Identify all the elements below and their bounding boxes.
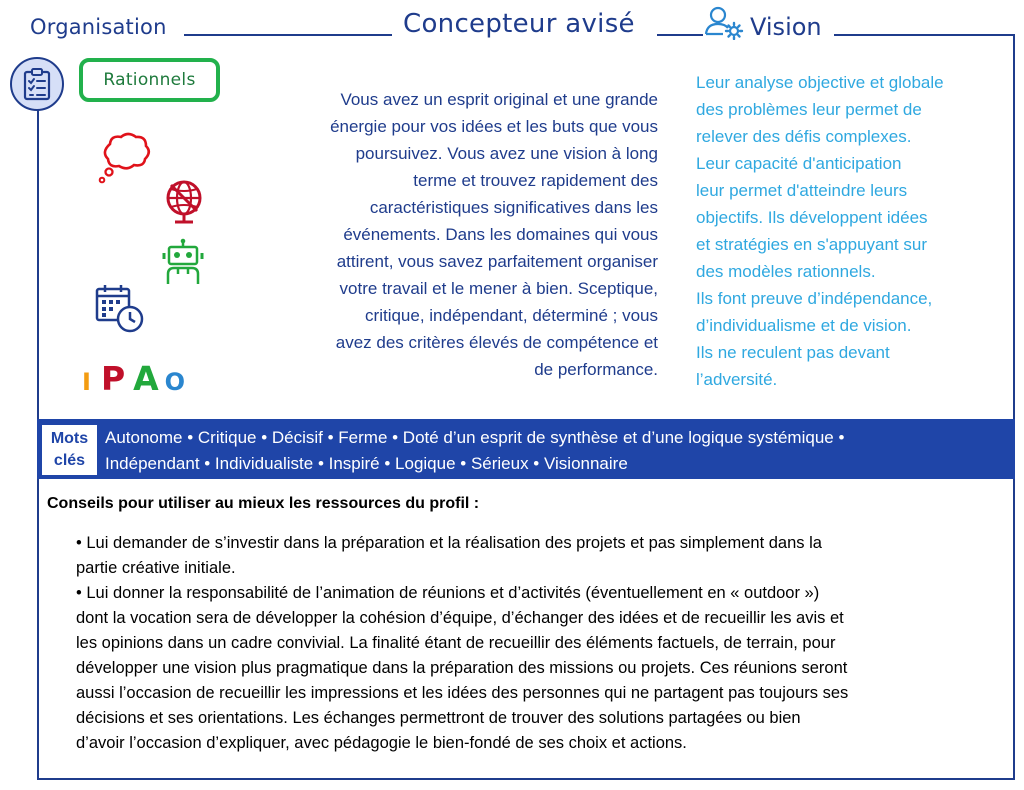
- description-line: poursuivez. Vous avez une vision à long: [355, 144, 658, 163]
- description-line: événements. Dans les domaines qui vous: [343, 225, 658, 244]
- vision-line: relever des défis complexes.: [696, 127, 912, 146]
- keywords-label-line1: Mots: [50, 430, 89, 447]
- clipboard-icon: [21, 67, 53, 101]
- clipboard-badge: [10, 57, 64, 111]
- page-title: Concepteur avisé: [403, 9, 635, 39]
- description-line: votre travail et le mener à bien. Sceptique,: [339, 279, 658, 298]
- advice-title: Conseils pour utiliser au mieux les ressources du profil :: [47, 495, 480, 512]
- description-line: terme et trouvez rapidement des: [413, 171, 658, 190]
- keywords-label: [42, 425, 97, 475]
- advice-line: • Lui demander de s’investir dans la préparation et la réalisation des projets et pas simplement dans la: [76, 534, 822, 552]
- vision-line: Ils font preuve d’indépendance,: [696, 289, 933, 308]
- advice-line: dont la vocation sera de développer la cohésion d’équipe, d’échanger des idées et de recueillir les avis et: [76, 609, 844, 627]
- globe-no-icon: [160, 176, 210, 226]
- advice-line: les opinions dans un cadre convivial. La finalité étant de recueillir des éléments factuels, de terrain, pour: [76, 634, 836, 652]
- keywords-label-line2: clés: [53, 452, 86, 469]
- user-gear-icon: [703, 4, 745, 40]
- vision-line: des modèles rationnels.: [696, 262, 876, 281]
- vision-line: des problèmes leur permet de: [696, 100, 922, 119]
- advice-line: développer une vision plus pragmatique dans la préparation des missions ou projets. Ces réunions seront: [76, 659, 848, 677]
- frame-right: [1013, 35, 1015, 780]
- vision-line: objectifs. Ils développent idées: [696, 208, 928, 227]
- advice-line: d’avoir l’occasion d’expliquer, avec pédagogie le bien-fondé de ses choix et actions.: [76, 734, 687, 752]
- description-line: Vous avez un esprit original et une grande: [340, 90, 658, 109]
- description-line: énergie pour vos idées et les buts que vous: [330, 117, 658, 136]
- keywords-line: Indépendant • Individualiste • Inspiré • Logique • Sérieux • Visionnaire: [105, 454, 628, 473]
- robot-icon: [160, 238, 206, 286]
- ipao-logo: [82, 359, 188, 398]
- header-rule-mid: [657, 34, 703, 36]
- vision-line: Leur capacité d'anticipation: [696, 154, 902, 173]
- advice-line: décisions et ses orientations. Les échanges permettront de trouver des solutions partagées ou bien: [76, 709, 801, 727]
- vision-line: d’individualisme et de vision.: [696, 316, 912, 335]
- keywords-line: Autonome • Critique • Décisif • Ferme • Doté d’un esprit de synthèse et d’une logique systémique •: [105, 428, 845, 447]
- description-line: attirent, vous savez parfaitement organiser: [336, 252, 658, 271]
- ipao-letter-o: O: [164, 368, 188, 396]
- description-line: avez des critères élevés de compétence et: [335, 333, 658, 352]
- vision-line: leur permet d'atteindre leurs: [696, 181, 908, 200]
- header-rule-left: [184, 34, 392, 36]
- advice-line: • Lui donner la responsabilité de l’animation de réunions et d’activités (éventuellement en « outdoor »): [76, 584, 820, 602]
- advice-text: [76, 531, 1006, 756]
- ipao-letter-i: I: [82, 368, 93, 396]
- header-rule-right: [834, 34, 1015, 36]
- vision-line: Leur analyse objective et globale: [696, 73, 944, 92]
- vision-line: Ils ne reculent pas devant: [696, 343, 890, 362]
- vision-line: et stratégies en s'appuyant sur: [696, 235, 927, 254]
- vision-line: l’adversité.: [696, 370, 778, 389]
- description-line: critique, indépendant, déterminé ; vous: [365, 306, 658, 325]
- description-line: de performance.: [534, 360, 658, 379]
- keywords-list: [105, 425, 1005, 477]
- description-line: caractéristiques significatives dans les: [369, 198, 658, 217]
- profile-description: [262, 86, 658, 383]
- ipao-letter-p: P: [100, 359, 128, 398]
- thought-bubble-icon: [96, 130, 152, 186]
- calendar-clock-icon: [94, 282, 146, 334]
- header-vision: Vision: [750, 13, 822, 41]
- advice-line: aussi l’occasion de recueillir les impressions et les idées des personnes qui ne partagent pas toujours ses: [76, 684, 849, 702]
- ipao-letter-a: A: [133, 359, 161, 398]
- frame-bottom: [37, 778, 1015, 780]
- advice-line: partie créative initiale.: [76, 559, 236, 577]
- profile-badge: Rationnels: [79, 58, 220, 102]
- vision-description: [696, 69, 996, 393]
- header-organisation: Organisation: [30, 15, 167, 39]
